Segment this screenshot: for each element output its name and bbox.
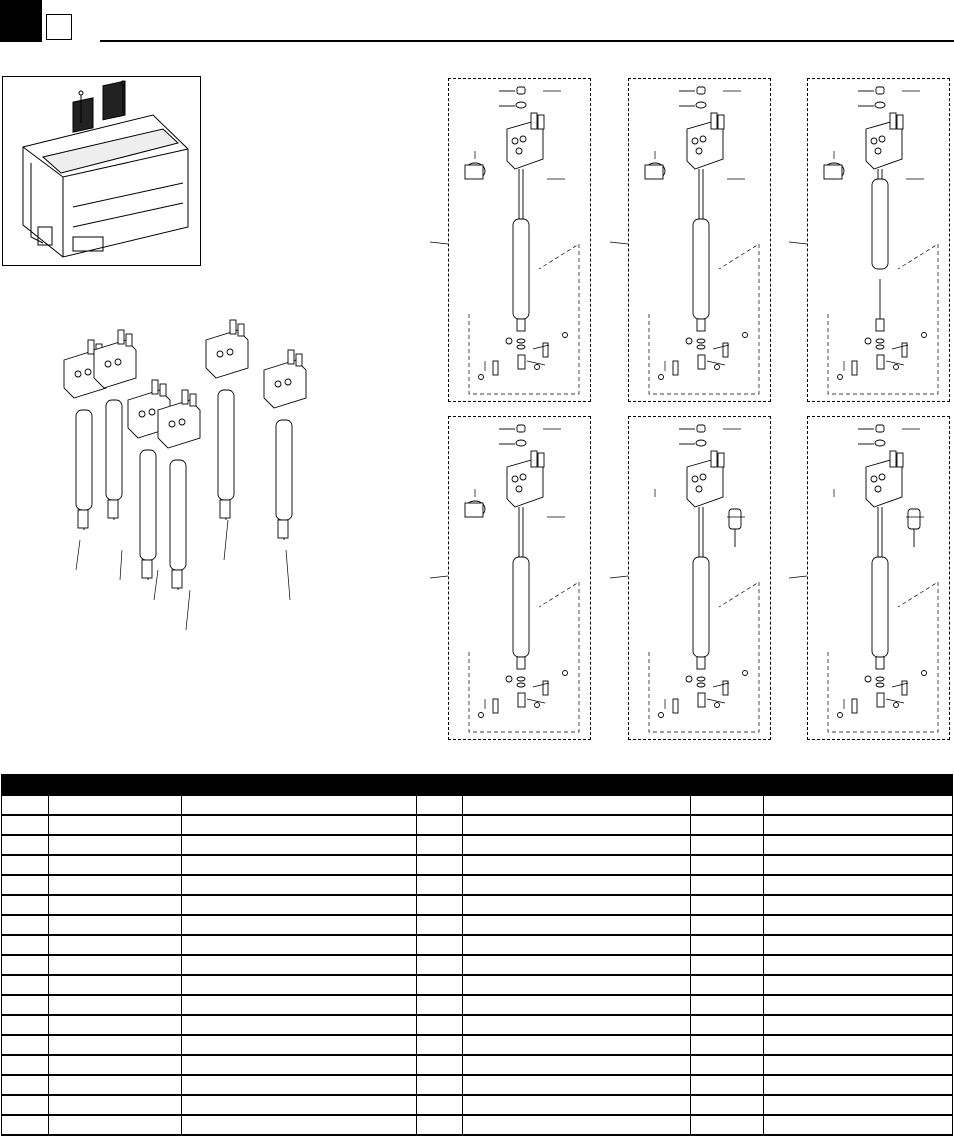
table-cell [182,915,417,935]
detail-panel-1 [448,78,591,402]
column-header [49,775,182,796]
table-cell [764,995,953,1015]
table-row [2,955,953,975]
table-cell [463,935,691,955]
table-cell [764,875,953,895]
table-row [2,975,953,995]
table-cell [764,975,953,995]
column-header [691,775,764,796]
column-header [182,775,417,796]
table-cell [2,995,49,1015]
valve-panel-icon [629,417,770,739]
table-cell [417,796,463,816]
table-cell [49,855,182,875]
table-cell [417,995,463,1015]
table-cell [2,975,49,995]
machine-overview-icon [3,77,199,264]
detail-panel-3 [807,78,950,402]
table-cell [691,935,764,955]
table-cell [182,1015,417,1035]
table-cell [691,1015,764,1035]
table-row [2,895,953,915]
table-cell [49,935,182,955]
table-cell [417,915,463,935]
section-box [46,14,72,40]
table-cell [2,1075,49,1095]
table-cell [417,975,463,995]
column-header [463,775,691,796]
table-cell [463,796,691,816]
table-cell [463,855,691,875]
table-cell [417,855,463,875]
table-cell [764,895,953,915]
detail-panel-4 [448,416,591,740]
table-cell [49,955,182,975]
table-cell [691,835,764,855]
table-cell [49,895,182,915]
table-cell [463,835,691,855]
table-cell [182,815,417,835]
table-cell [417,835,463,855]
table-cell [182,835,417,855]
table-cell [691,1035,764,1055]
table-cell [182,995,417,1015]
valve-panel-icon [449,417,590,739]
machine-thumbnail [2,76,201,266]
table-cell [417,815,463,835]
table-row [2,1015,953,1035]
table-cell [417,935,463,955]
table-cell [691,855,764,875]
valve-assembly-exploded-icon [50,300,330,680]
table-cell [764,815,953,835]
table-cell [764,1015,953,1035]
table-cell [49,1115,182,1135]
table-cell [463,1055,691,1075]
table-cell [463,975,691,995]
table-cell [764,1115,953,1135]
table-cell [182,955,417,975]
table-cell [2,1095,49,1115]
table-cell [691,895,764,915]
table-cell [691,1055,764,1075]
table-cell [49,796,182,816]
table-cell [2,1055,49,1075]
table-cell [182,975,417,995]
table-cell [691,1075,764,1095]
detail-panel-5 [628,416,771,740]
table-cell [49,915,182,935]
table-cell [463,895,691,915]
table-cell [182,1055,417,1075]
table-cell [2,855,49,875]
table-cell [463,815,691,835]
table-row [2,796,953,816]
table-cell [691,915,764,935]
table-cell [49,1095,182,1115]
table-cell [463,1095,691,1115]
table-cell [182,935,417,955]
table-cell [182,1075,417,1095]
table-cell [463,955,691,975]
table-cell [49,875,182,895]
table-cell [764,1075,953,1095]
table-cell [182,855,417,875]
table-cell [182,875,417,895]
table-cell [2,895,49,915]
table-cell [764,1055,953,1075]
table-row [2,855,953,875]
table-cell [463,1015,691,1035]
table-cell [691,796,764,816]
table-row [2,875,953,895]
table-cell [2,935,49,955]
column-header [764,775,953,796]
table-row [2,1055,953,1075]
table-cell [2,1035,49,1055]
table-cell [417,955,463,975]
table-cell [691,955,764,975]
table-row [2,1075,953,1095]
table-cell [2,796,49,816]
table-cell [764,915,953,935]
table-cell [2,815,49,835]
table-row [2,915,953,935]
table-cell [764,1035,953,1055]
valve-assembly-illustration [50,300,330,680]
table-cell [463,875,691,895]
table-cell [691,975,764,995]
table-cell [2,1015,49,1035]
table-cell [2,835,49,855]
table-cell [691,995,764,1015]
table-cell [691,1115,764,1135]
table-cell [49,1075,182,1095]
table-cell [764,855,953,875]
table-cell [417,1015,463,1035]
table-row [2,1115,953,1135]
table-cell [49,835,182,855]
table-cell [417,1095,463,1115]
column-header [2,775,49,796]
table-cell [463,995,691,1015]
table-cell [49,1035,182,1055]
table-cell [182,796,417,816]
table-cell [764,1095,953,1115]
table-cell [764,955,953,975]
table-cell [2,915,49,935]
table-cell [764,796,953,816]
panel-leader-lines-mid [610,230,630,590]
table-row [2,1035,953,1055]
table-cell [417,1055,463,1075]
table-cell [463,1075,691,1095]
table-row [2,935,953,955]
panel-leader-lines-left [430,230,450,590]
valve-panel-icon [629,79,770,401]
column-header [417,775,463,796]
table-cell [49,1055,182,1075]
table-cell [49,815,182,835]
table-cell [764,835,953,855]
table-cell [2,1115,49,1135]
table-cell [691,1095,764,1115]
table-cell [2,955,49,975]
table-cell [182,895,417,915]
parts-table-header [2,775,953,796]
panel-leader-lines-right [789,230,809,590]
table-cell [417,1035,463,1055]
table-cell [463,1035,691,1055]
table-cell [2,875,49,895]
table-cell [764,935,953,955]
table-cell [49,1015,182,1035]
valve-panel-icon [808,417,949,739]
table-cell [417,875,463,895]
detail-panel-2 [628,78,771,402]
table-cell [691,875,764,895]
table-cell [417,1115,463,1135]
table-cell [463,915,691,935]
table-cell [182,1095,417,1115]
header-rule [100,40,954,42]
table-row [2,995,953,1015]
table-cell [182,1035,417,1055]
table-cell [691,815,764,835]
table-cell [182,1115,417,1135]
table-cell [49,995,182,1015]
table-row [2,835,953,855]
parts-table [1,774,953,1136]
table-row [2,815,953,835]
table-cell [49,975,182,995]
valve-panel-icon [808,79,949,401]
detail-panel-6 [807,416,950,740]
table-cell [463,1115,691,1135]
section-tab-block [0,0,42,42]
table-cell [417,895,463,915]
valve-panel-icon [449,79,590,401]
table-cell [417,1075,463,1095]
table-row [2,1095,953,1115]
